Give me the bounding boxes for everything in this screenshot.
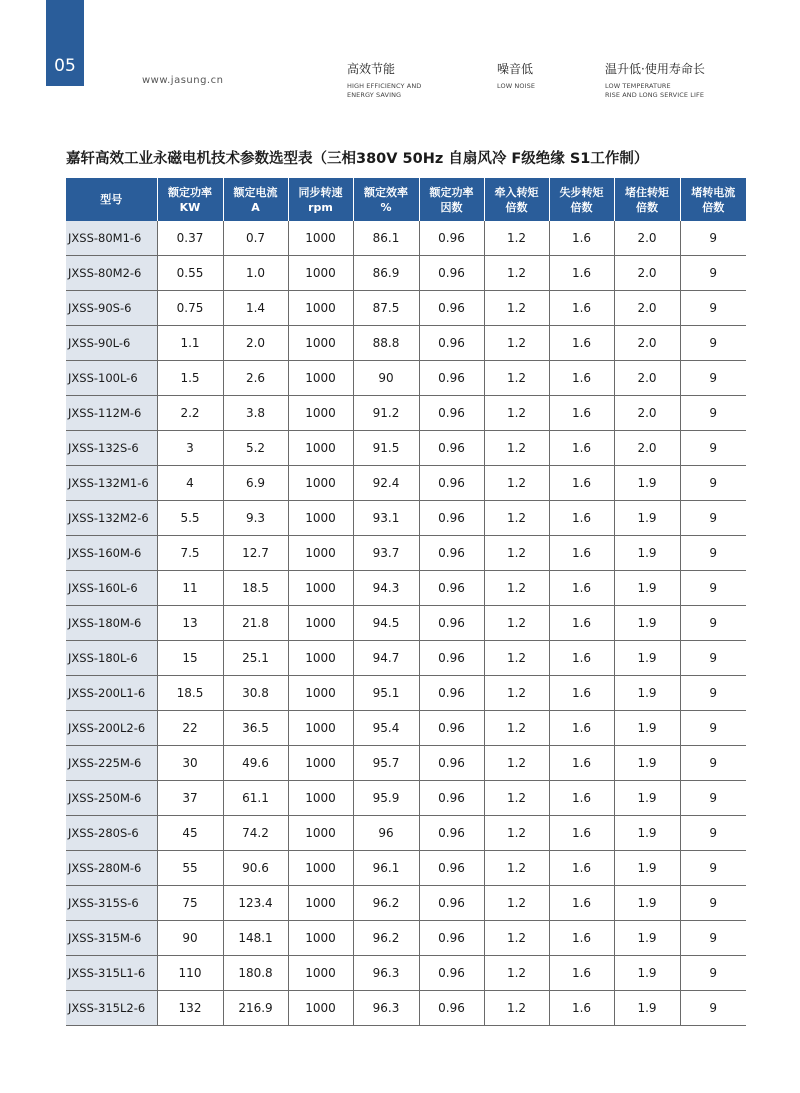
table-cell: 0.96 xyxy=(419,361,484,396)
model-cell: JXSS-132M1-6 xyxy=(66,466,157,501)
table-cell: 2.2 xyxy=(157,396,223,431)
table-cell: 90.6 xyxy=(223,851,288,886)
table-cell: 1.9 xyxy=(614,676,680,711)
table-cell: 9 xyxy=(680,851,746,886)
table-cell: 1.6 xyxy=(549,746,614,781)
table-cell: 2.0 xyxy=(614,396,680,431)
table-cell: 94.7 xyxy=(353,641,419,676)
table-cell: 1.9 xyxy=(614,816,680,851)
table-cell: 1.6 xyxy=(549,816,614,851)
table-cell: 2.0 xyxy=(614,326,680,361)
table-row xyxy=(66,221,746,256)
model-cell: JXSS-200L1-6 xyxy=(66,676,157,711)
column-header xyxy=(419,178,484,221)
table-cell: 1000 xyxy=(288,466,353,501)
table-cell: 1000 xyxy=(288,291,353,326)
column-header xyxy=(223,178,288,221)
table-cell: 0.96 xyxy=(419,641,484,676)
site-url: www.jasung.cn xyxy=(142,75,224,86)
page-number: 05 xyxy=(54,56,76,76)
table-cell: 1000 xyxy=(288,571,353,606)
table-cell: 74.2 xyxy=(223,816,288,851)
table-cell: 1.6 xyxy=(549,361,614,396)
table-row xyxy=(66,536,746,571)
table-cell: 1.1 xyxy=(157,326,223,361)
column-header-line2: 倍数 xyxy=(702,200,725,214)
table-cell: 1.6 xyxy=(549,886,614,921)
table-row xyxy=(66,921,746,956)
table-cell: 1.6 xyxy=(549,956,614,991)
table-cell: 1.6 xyxy=(549,781,614,816)
table-cell: 9.3 xyxy=(223,501,288,536)
table-cell: 96 xyxy=(353,816,419,851)
model-cell: JXSS-315M-6 xyxy=(66,921,157,956)
table-cell: 148.1 xyxy=(223,921,288,956)
column-header-line2: rpm xyxy=(308,200,333,214)
table-row xyxy=(66,571,746,606)
column-header-line2: % xyxy=(380,200,392,214)
model-cell: JXSS-90S-6 xyxy=(66,291,157,326)
table-cell: 0.96 xyxy=(419,816,484,851)
table-cell: 1.6 xyxy=(549,921,614,956)
table-cell: 0.96 xyxy=(419,781,484,816)
table-cell: 1000 xyxy=(288,221,353,256)
table-cell: 1.6 xyxy=(549,256,614,291)
table-cell: 96.1 xyxy=(353,851,419,886)
table-cell: 1.2 xyxy=(484,886,549,921)
table-cell: 0.96 xyxy=(419,571,484,606)
table-cell: 0.96 xyxy=(419,676,484,711)
table-cell: 1000 xyxy=(288,431,353,466)
table-cell: 1000 xyxy=(288,641,353,676)
table-cell: 110 xyxy=(157,956,223,991)
model-cell: JXSS-250M-6 xyxy=(66,781,157,816)
column-header xyxy=(484,178,549,221)
table-cell: 1.2 xyxy=(484,361,549,396)
table-cell: 1.2 xyxy=(484,641,549,676)
table-body xyxy=(66,221,746,1026)
table-cell: 1.4 xyxy=(223,291,288,326)
table-cell: 0.96 xyxy=(419,886,484,921)
table-cell: 7.5 xyxy=(157,536,223,571)
table-cell: 9 xyxy=(680,571,746,606)
model-cell: JXSS-315L1-6 xyxy=(66,956,157,991)
table-cell: 0.96 xyxy=(419,991,484,1026)
table-cell: 1.2 xyxy=(484,746,549,781)
table-cell: 9 xyxy=(680,781,746,816)
feature-title: 温升低·使用寿命长 xyxy=(605,62,705,76)
table-cell: 95.9 xyxy=(353,781,419,816)
table-cell: 1.2 xyxy=(484,501,549,536)
table-cell: 1.2 xyxy=(484,676,549,711)
table-cell: 86.9 xyxy=(353,256,419,291)
table-cell: 9 xyxy=(680,886,746,921)
table-cell: 9 xyxy=(680,326,746,361)
table-cell: 2.0 xyxy=(223,326,288,361)
table-cell: 6.9 xyxy=(223,466,288,501)
table-cell: 1.2 xyxy=(484,606,549,641)
table-cell: 96.2 xyxy=(353,921,419,956)
column-header-line2: KW xyxy=(179,200,201,214)
table-cell: 1.2 xyxy=(484,816,549,851)
table-cell: 0.96 xyxy=(419,221,484,256)
table-cell: 1.9 xyxy=(614,851,680,886)
table-cell: 12.7 xyxy=(223,536,288,571)
table-cell: 1000 xyxy=(288,921,353,956)
model-cell: JXSS-90L-6 xyxy=(66,326,157,361)
table-row xyxy=(66,711,746,746)
table-row xyxy=(66,396,746,431)
table-cell: 5.5 xyxy=(157,501,223,536)
table-cell: 4 xyxy=(157,466,223,501)
table-cell: 1.5 xyxy=(157,361,223,396)
table-cell: 9 xyxy=(680,606,746,641)
table-cell: 0.96 xyxy=(419,326,484,361)
table-cell: 1000 xyxy=(288,676,353,711)
table-cell: 45 xyxy=(157,816,223,851)
feature-low-noise xyxy=(497,60,535,91)
table-row xyxy=(66,746,746,781)
table-cell: 0.96 xyxy=(419,606,484,641)
column-header-line1: 额定功率 xyxy=(168,185,212,199)
model-cell: JXSS-280S-6 xyxy=(66,816,157,851)
table-cell: 1.6 xyxy=(549,221,614,256)
table-cell: 90 xyxy=(157,921,223,956)
column-header-line1: 牵入转矩 xyxy=(494,185,539,199)
column-header-line2: A xyxy=(251,200,260,214)
table-cell: 216.9 xyxy=(223,991,288,1026)
table-cell: 1.9 xyxy=(614,886,680,921)
table-cell: 9 xyxy=(680,501,746,536)
table-cell: 49.6 xyxy=(223,746,288,781)
table-cell: 93.7 xyxy=(353,536,419,571)
table-cell: 2.0 xyxy=(614,256,680,291)
table-cell: 87.5 xyxy=(353,291,419,326)
model-cell: JXSS-280M-6 xyxy=(66,851,157,886)
table-cell: 1000 xyxy=(288,886,353,921)
column-header xyxy=(549,178,614,221)
feature-subtitle: HIGH EFFICIENCY AND ENERGY SAVING xyxy=(347,82,422,99)
table-cell: 9 xyxy=(680,256,746,291)
table-cell: 1.9 xyxy=(614,466,680,501)
page-number-tab xyxy=(46,0,84,86)
table-cell: 1.6 xyxy=(549,991,614,1026)
table-cell: 1.2 xyxy=(484,851,549,886)
table-cell: 0.75 xyxy=(157,291,223,326)
feature-subtitle: LOW NOISE xyxy=(497,82,536,90)
table-cell: 123.4 xyxy=(223,886,288,921)
table-cell: 0.96 xyxy=(419,431,484,466)
table-cell: 1000 xyxy=(288,711,353,746)
table-row xyxy=(66,256,746,291)
table-title: 嘉轩高效工业永磁电机技术参数选型表（三相380V 50Hz 自扇风冷 F级绝缘 S1工作制） xyxy=(66,151,649,167)
table-cell: 30.8 xyxy=(223,676,288,711)
table-cell: 9 xyxy=(680,816,746,851)
table-cell: 1.2 xyxy=(484,466,549,501)
table-cell: 9 xyxy=(680,221,746,256)
table-cell: 0.96 xyxy=(419,256,484,291)
table-cell: 0.96 xyxy=(419,291,484,326)
table-cell: 1000 xyxy=(288,536,353,571)
table-cell: 9 xyxy=(680,361,746,396)
model-cell: JXSS-132S-6 xyxy=(66,431,157,466)
spec-table xyxy=(66,178,746,1026)
table-cell: 18.5 xyxy=(223,571,288,606)
table-row xyxy=(66,326,746,361)
feature-subtitle: LOW TEMPERATURE RISE AND LONG SERVICE LIFE xyxy=(605,82,705,99)
table-cell: 91.5 xyxy=(353,431,419,466)
table-cell: 1.0 xyxy=(223,256,288,291)
table-cell: 1.6 xyxy=(549,291,614,326)
table-row xyxy=(66,641,746,676)
model-cell: JXSS-180L-6 xyxy=(66,641,157,676)
column-header-line1: 型号 xyxy=(100,193,123,206)
table-cell: 1000 xyxy=(288,816,353,851)
table-cell: 1.2 xyxy=(484,991,549,1026)
column-header xyxy=(680,178,746,221)
table-cell: 36.5 xyxy=(223,711,288,746)
table-cell: 96.2 xyxy=(353,886,419,921)
table-cell: 1.2 xyxy=(484,221,549,256)
table-cell: 1.9 xyxy=(614,956,680,991)
table-cell: 1.6 xyxy=(549,466,614,501)
table-cell: 9 xyxy=(680,641,746,676)
table-cell: 0.96 xyxy=(419,746,484,781)
table-cell: 1.6 xyxy=(549,501,614,536)
table-cell: 1.2 xyxy=(484,291,549,326)
table-cell: 1.9 xyxy=(614,991,680,1026)
table-cell: 11 xyxy=(157,571,223,606)
feature-energy-saving xyxy=(347,60,421,100)
table-row xyxy=(66,886,746,921)
table-cell: 9 xyxy=(680,466,746,501)
table-cell: 55 xyxy=(157,851,223,886)
feature-title: 高效节能 xyxy=(347,62,396,76)
table-cell: 1.2 xyxy=(484,536,549,571)
table-cell: 0.96 xyxy=(419,466,484,501)
table-cell: 0.96 xyxy=(419,396,484,431)
column-header-line2: 倍数 xyxy=(636,200,658,214)
table-cell: 1.2 xyxy=(484,921,549,956)
table-cell: 1.2 xyxy=(484,431,549,466)
model-cell: JXSS-200L2-6 xyxy=(66,711,157,746)
table-cell: 1.9 xyxy=(614,746,680,781)
table-cell: 25.1 xyxy=(223,641,288,676)
table-cell: 3.8 xyxy=(223,396,288,431)
table-cell: 96.3 xyxy=(353,991,419,1026)
table-cell: 5.2 xyxy=(223,431,288,466)
model-cell: JXSS-80M1-6 xyxy=(66,221,157,256)
table-cell: 95.4 xyxy=(353,711,419,746)
column-header xyxy=(353,178,419,221)
table-cell: 9 xyxy=(680,956,746,991)
column-header-line1: 额定电流 xyxy=(233,185,278,199)
table-cell: 1.6 xyxy=(549,676,614,711)
model-cell: JXSS-132M2-6 xyxy=(66,501,157,536)
table-cell: 1000 xyxy=(288,851,353,886)
table-cell: 21.8 xyxy=(223,606,288,641)
table-cell: 9 xyxy=(680,536,746,571)
model-cell: JXSS-315S-6 xyxy=(66,886,157,921)
table-cell: 1.2 xyxy=(484,956,549,991)
table-cell: 1.2 xyxy=(484,781,549,816)
table-cell: 1.6 xyxy=(549,396,614,431)
table-cell: 0.7 xyxy=(223,221,288,256)
table-cell: 18.5 xyxy=(157,676,223,711)
table-cell: 9 xyxy=(680,991,746,1026)
table-cell: 1.9 xyxy=(614,606,680,641)
table-cell: 91.2 xyxy=(353,396,419,431)
table-cell: 9 xyxy=(680,431,746,466)
table-cell: 1000 xyxy=(288,956,353,991)
table-cell: 0.96 xyxy=(419,711,484,746)
table-cell: 1000 xyxy=(288,326,353,361)
table-row xyxy=(66,781,746,816)
model-cell: JXSS-112M-6 xyxy=(66,396,157,431)
table-cell: 0.96 xyxy=(419,851,484,886)
table-cell: 3 xyxy=(157,431,223,466)
column-header xyxy=(614,178,680,221)
table-cell: 1.2 xyxy=(484,396,549,431)
table-row xyxy=(66,291,746,326)
table-header-row xyxy=(66,178,746,221)
table-cell: 9 xyxy=(680,711,746,746)
table-cell: 1000 xyxy=(288,501,353,536)
table-cell: 1.2 xyxy=(484,326,549,361)
column-header-line1: 额定效率 xyxy=(364,185,408,199)
table-cell: 9 xyxy=(680,291,746,326)
column-header-line1: 同步转速 xyxy=(298,185,343,199)
table-cell: 0.96 xyxy=(419,921,484,956)
table-cell: 1000 xyxy=(288,256,353,291)
table-row xyxy=(66,851,746,886)
table-row xyxy=(66,816,746,851)
table-cell: 1.6 xyxy=(549,326,614,361)
table-cell: 30 xyxy=(157,746,223,781)
table-cell: 2.0 xyxy=(614,291,680,326)
table-cell: 95.7 xyxy=(353,746,419,781)
table-cell: 90 xyxy=(353,361,419,396)
table-cell: 1.6 xyxy=(549,431,614,466)
table-cell: 0.55 xyxy=(157,256,223,291)
table-cell: 0.96 xyxy=(419,501,484,536)
table-cell: 1.9 xyxy=(614,781,680,816)
column-header-line2: 倍数 xyxy=(570,200,593,214)
table-row xyxy=(66,991,746,1026)
table-cell: 1000 xyxy=(288,396,353,431)
table-cell: 92.4 xyxy=(353,466,419,501)
table-cell: 88.8 xyxy=(353,326,419,361)
table-cell: 75 xyxy=(157,886,223,921)
feature-long-life xyxy=(605,60,705,100)
model-cell: JXSS-160L-6 xyxy=(66,571,157,606)
table-cell: 1.6 xyxy=(549,711,614,746)
table-row xyxy=(66,676,746,711)
table-cell: 94.5 xyxy=(353,606,419,641)
model-cell: JXSS-225M-6 xyxy=(66,746,157,781)
column-header xyxy=(157,178,223,221)
table-cell: 13 xyxy=(157,606,223,641)
table-cell: 9 xyxy=(680,676,746,711)
table-cell: 93.1 xyxy=(353,501,419,536)
table-cell: 1.2 xyxy=(484,256,549,291)
column-header-line2: 倍数 xyxy=(505,200,528,214)
table-cell: 86.1 xyxy=(353,221,419,256)
table-cell: 1.6 xyxy=(549,536,614,571)
table-cell: 1.9 xyxy=(614,711,680,746)
model-cell: JXSS-160M-6 xyxy=(66,536,157,571)
table-cell: 0.96 xyxy=(419,956,484,991)
table-cell: 2.0 xyxy=(614,431,680,466)
column-header xyxy=(288,178,353,221)
table-cell: 2.6 xyxy=(223,361,288,396)
table-row xyxy=(66,956,746,991)
table-cell: 9 xyxy=(680,746,746,781)
table-row xyxy=(66,361,746,396)
table-cell: 2.0 xyxy=(614,221,680,256)
table-cell: 1.9 xyxy=(614,571,680,606)
column-header-line1: 失步转矩 xyxy=(559,185,604,199)
table-cell: 94.3 xyxy=(353,571,419,606)
table-cell: 1.9 xyxy=(614,536,680,571)
table-cell: 22 xyxy=(157,711,223,746)
table-cell: 1.6 xyxy=(549,606,614,641)
table-row xyxy=(66,431,746,466)
table-cell: 1000 xyxy=(288,781,353,816)
column-header-line1: 额定功率 xyxy=(429,185,474,199)
table-cell: 1.6 xyxy=(549,641,614,676)
table-cell: 1.9 xyxy=(614,501,680,536)
table-cell: 132 xyxy=(157,991,223,1026)
table-cell: 1000 xyxy=(288,746,353,781)
table-cell: 1.9 xyxy=(614,641,680,676)
table-cell: 96.3 xyxy=(353,956,419,991)
table-row xyxy=(66,501,746,536)
column-header-line2: 因数 xyxy=(440,200,463,214)
column-header xyxy=(66,178,157,221)
table-cell: 1.6 xyxy=(549,571,614,606)
table-cell: 1.9 xyxy=(614,921,680,956)
table-cell: 61.1 xyxy=(223,781,288,816)
table-cell: 9 xyxy=(680,921,746,956)
table-row xyxy=(66,606,746,641)
table-cell: 15 xyxy=(157,641,223,676)
model-cell: JXSS-180M-6 xyxy=(66,606,157,641)
table-cell: 1.2 xyxy=(484,571,549,606)
table-cell: 0.37 xyxy=(157,221,223,256)
table-cell: 1000 xyxy=(288,361,353,396)
table-cell: 95.1 xyxy=(353,676,419,711)
table-cell: 2.0 xyxy=(614,361,680,396)
model-cell: JXSS-315L2-6 xyxy=(66,991,157,1026)
table-cell: 0.96 xyxy=(419,536,484,571)
table-cell: 1.6 xyxy=(549,851,614,886)
table-cell: 9 xyxy=(680,396,746,431)
table-row xyxy=(66,466,746,501)
feature-title: 噪音低 xyxy=(497,62,534,76)
model-cell: JXSS-100L-6 xyxy=(66,361,157,396)
table-cell: 37 xyxy=(157,781,223,816)
table-cell: 180.8 xyxy=(223,956,288,991)
column-header-line1: 堵转电流 xyxy=(691,185,736,199)
table-cell: 1000 xyxy=(288,606,353,641)
model-cell: JXSS-80M2-6 xyxy=(66,256,157,291)
table-cell: 1.2 xyxy=(484,711,549,746)
table-cell: 1000 xyxy=(288,991,353,1026)
column-header-line1: 堵住转矩 xyxy=(625,185,669,199)
